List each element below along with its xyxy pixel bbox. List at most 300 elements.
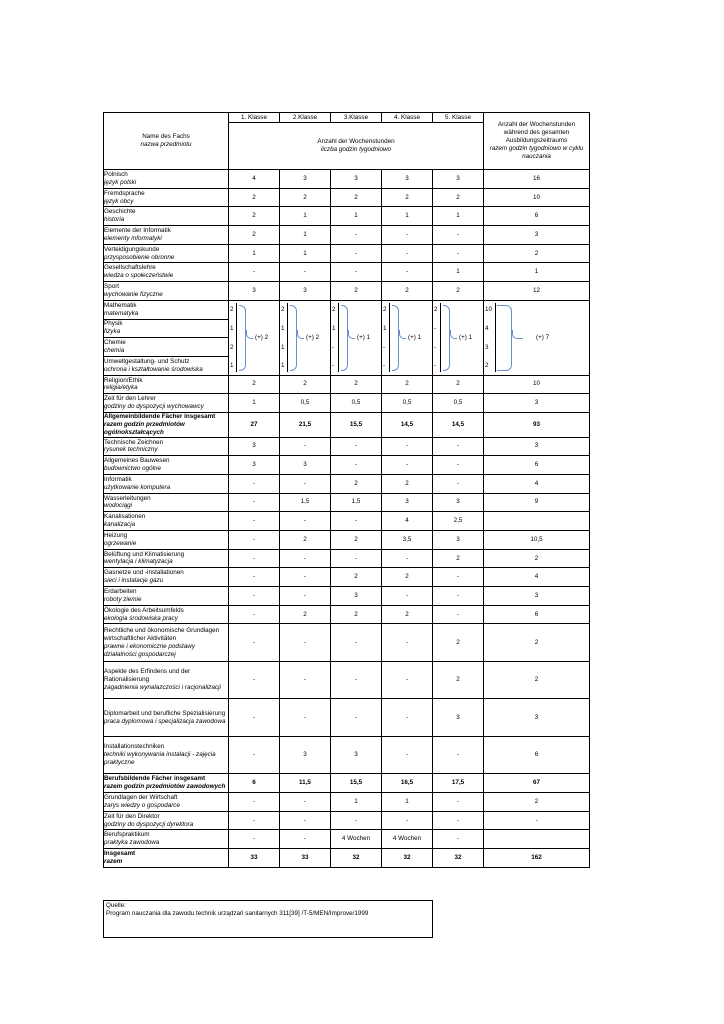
group-result: (+) 2 xyxy=(306,333,320,341)
value-cell: 2 xyxy=(433,282,484,301)
subject-pl: religia/etyka xyxy=(104,384,138,392)
value-cell: - xyxy=(331,263,382,282)
subject-name xyxy=(104,530,229,549)
group-class-cell xyxy=(433,300,484,375)
group-value: - xyxy=(383,343,386,351)
group-class-cell xyxy=(280,300,331,375)
subject-de: Chemie xyxy=(104,339,126,347)
value-cell: 2 xyxy=(331,282,382,301)
table-row xyxy=(104,568,590,587)
class-2-header: 2.Klasse xyxy=(280,113,331,123)
total-cell: 6 xyxy=(484,456,590,475)
class-1-header: 1. Klasse xyxy=(229,113,280,123)
class-4-header: 4. Klasse xyxy=(382,113,433,123)
group-value: - xyxy=(332,362,335,370)
brace-arrow-icon xyxy=(399,330,406,339)
total-cell: 67 xyxy=(484,774,590,793)
table-row xyxy=(104,736,590,774)
value-cell: - xyxy=(229,661,280,699)
table-row xyxy=(104,605,590,624)
subject-pl: chemia xyxy=(104,347,125,355)
value-cell: 3 xyxy=(433,530,484,549)
subject-pl: ogrzewanie xyxy=(104,539,137,547)
group-value: 2 xyxy=(485,362,489,370)
subject-pl: razem godzin przedmiotów ogólnokształcących xyxy=(104,420,185,436)
value-cell: 1 xyxy=(229,244,280,263)
total-cell xyxy=(484,830,590,849)
subject-pl: wychowanie fizyczne xyxy=(104,290,163,298)
value-cell: - xyxy=(229,811,280,830)
value-cell: - xyxy=(280,263,331,282)
subject-name xyxy=(104,661,229,699)
table-row xyxy=(104,793,590,812)
group-value: - xyxy=(434,324,437,332)
value-cell: 21,5 xyxy=(280,412,331,437)
header-total-pl: razem godzin tygodniowo w cyklu nauczania xyxy=(489,144,584,160)
value-cell: - xyxy=(382,624,433,662)
value-cell: 4 xyxy=(229,170,280,189)
total-cell: 6 xyxy=(484,207,590,226)
header-total xyxy=(484,113,590,170)
value-cell: 2 xyxy=(382,568,433,587)
value-cell: 2 xyxy=(280,605,331,624)
value-cell: 2 xyxy=(280,375,331,394)
subject-de: Wasserleitungen xyxy=(104,494,151,502)
subject-de: Technische Zeichnen xyxy=(104,438,164,446)
source-box xyxy=(103,900,433,938)
total-cell: 162 xyxy=(484,849,590,868)
value-cell: 1 xyxy=(331,793,382,812)
header-subject-de: Name des Fachs xyxy=(142,133,190,141)
value-cell: 2 xyxy=(433,188,484,207)
value-cell: - xyxy=(433,587,484,606)
total-cell: 16 xyxy=(484,170,590,189)
value-cell: - xyxy=(382,456,433,475)
total-cell: 10 xyxy=(484,188,590,207)
value-cell: 1 xyxy=(433,263,484,282)
subject-de: Rechtliche und ökonomische Grundlagen wirtschaftlicher Aktivitäten xyxy=(104,626,220,642)
group-result: (+) 2 xyxy=(255,333,269,341)
table-row xyxy=(104,474,590,493)
table-row xyxy=(104,300,590,319)
value-cell: 2 xyxy=(433,375,484,394)
value-cell: - xyxy=(331,512,382,531)
value-cell: 1 xyxy=(229,394,280,413)
subject-de: Allgemeines Bauwesen xyxy=(104,457,170,465)
total-cell: 1 xyxy=(484,263,590,282)
subject-pl: rysunek techniczny xyxy=(104,446,158,454)
value-cell: - xyxy=(280,587,331,606)
subject-de: Aspekte des Erfindens und der Rationalisierung xyxy=(104,668,191,684)
subject-de: Kanalisationen xyxy=(104,513,146,521)
group-value: 1 xyxy=(383,324,387,332)
value-cell: - xyxy=(229,830,280,849)
value-cell: 15,5 xyxy=(331,412,382,437)
value-cell: 15,5 xyxy=(331,774,382,793)
table-row xyxy=(104,207,590,226)
value-cell: 1 xyxy=(280,244,331,263)
value-cell: 1 xyxy=(280,207,331,226)
subject-pl: praktyka zawodowa xyxy=(104,839,160,847)
subject-name xyxy=(104,736,229,774)
table-row xyxy=(104,263,590,282)
brace-icon xyxy=(497,305,512,371)
brace-arrow-icon xyxy=(348,330,355,339)
group-value: 1 xyxy=(281,362,285,370)
group-value: - xyxy=(383,362,386,370)
value-cell: - xyxy=(382,736,433,774)
value-cell: - xyxy=(280,811,331,830)
subject-de: Gasnetze und -installationen xyxy=(104,569,184,577)
subject-pl: prawne i ekonomiczne podstawy działalności gospodarczej xyxy=(104,642,196,658)
value-cell: - xyxy=(280,830,331,849)
subject-pl: wiedza o społeczeństwie xyxy=(104,272,174,280)
header-subject xyxy=(104,113,229,170)
group-value: 3 xyxy=(485,343,489,351)
subject-pl: sieci i instalacje gazu xyxy=(104,577,164,585)
value-cell: 27 xyxy=(229,412,280,437)
table-row xyxy=(104,699,590,737)
total-cell: 10 xyxy=(484,375,590,394)
value-cell: 3 xyxy=(229,437,280,456)
value-cell: - xyxy=(433,830,484,849)
value-cell: - xyxy=(229,263,280,282)
value-cell: 32 xyxy=(433,849,484,868)
value-cell: - xyxy=(229,793,280,812)
group-value: 1 xyxy=(332,324,336,332)
value-cell: 6 xyxy=(229,774,280,793)
table-row xyxy=(104,456,590,475)
subject-name xyxy=(104,300,229,319)
value-cell: 0,5 xyxy=(331,394,382,413)
subject-de: Geschichte xyxy=(104,208,136,216)
value-cell: 3 xyxy=(229,282,280,301)
subject-pl: ochrona i kształtowanie środowiska xyxy=(104,365,203,373)
value-cell: - xyxy=(433,226,484,245)
value-cell: - xyxy=(229,587,280,606)
table-row xyxy=(104,412,590,437)
total-cell: 12 xyxy=(484,282,590,301)
group-value: 1 xyxy=(230,324,234,332)
subject-pl: fizyka xyxy=(104,328,121,336)
value-cell: 2 xyxy=(331,530,382,549)
value-cell: - xyxy=(280,699,331,737)
value-cell: - xyxy=(280,549,331,568)
value-cell: - xyxy=(280,568,331,587)
table-row xyxy=(104,530,590,549)
subject-name xyxy=(104,456,229,475)
table-row xyxy=(104,624,590,662)
value-cell: - xyxy=(280,474,331,493)
value-cell: - xyxy=(331,226,382,245)
value-cell: 2 xyxy=(229,375,280,394)
subject-pl: zagadnienia wynalazczości i racjonalizacji xyxy=(104,684,221,692)
subject-name xyxy=(104,244,229,263)
group-value: 2 xyxy=(332,306,336,314)
table-row xyxy=(104,226,590,245)
total-cell: 4 xyxy=(484,474,590,493)
value-cell: - xyxy=(331,549,382,568)
subject-pl: zarys wiedzy o gospodarce xyxy=(104,801,180,809)
value-cell: 2 xyxy=(382,375,433,394)
subject-name xyxy=(104,437,229,456)
total-cell: 10,5 xyxy=(484,530,590,549)
value-cell: 2 xyxy=(229,188,280,207)
value-cell: - xyxy=(229,549,280,568)
value-cell: 4 xyxy=(382,512,433,531)
subject-de: Ökologie des Arbeitsumfelds xyxy=(104,606,184,614)
total-cell: 2 xyxy=(484,244,590,263)
subject-name xyxy=(104,493,229,512)
class-3-header: 3.Klasse xyxy=(331,113,382,123)
subject-pl: ekologia środowiska pracy xyxy=(104,614,178,622)
header-row-classes xyxy=(104,113,590,123)
value-cell: - xyxy=(433,605,484,624)
value-cell: - xyxy=(331,699,382,737)
value-cell: 2,5 xyxy=(433,512,484,531)
value-cell: - xyxy=(229,474,280,493)
subject-name xyxy=(104,699,229,737)
value-cell: 33 xyxy=(280,849,331,868)
brace-arrow-icon xyxy=(297,330,304,339)
brace-icon xyxy=(290,305,297,371)
total-cell: 3 xyxy=(484,437,590,456)
subject-name xyxy=(104,568,229,587)
subject-name xyxy=(104,624,229,662)
subject-de: Allgemeinbildende Fächer insgesamt xyxy=(104,412,216,420)
value-cell: 2 xyxy=(280,188,331,207)
subject-name xyxy=(104,605,229,624)
value-cell: 2 xyxy=(331,188,382,207)
value-cell: 2 xyxy=(331,605,382,624)
value-cell: 3 xyxy=(280,736,331,774)
subject-de: Grundlagen der Wirtschaft xyxy=(104,794,178,802)
value-cell: 1 xyxy=(382,207,433,226)
subject-de: Heizung xyxy=(104,531,128,539)
subject-name xyxy=(104,338,229,357)
subject-de: Insgesamt xyxy=(104,850,136,858)
subject-pl: elementy informatyki xyxy=(104,234,162,242)
value-cell: - xyxy=(331,437,382,456)
table-row xyxy=(104,244,590,263)
subject-name xyxy=(104,549,229,568)
value-cell: 2 xyxy=(331,474,382,493)
subject-pl: budownictwo ogólne xyxy=(104,465,162,473)
value-cell: 3 xyxy=(331,170,382,189)
subject-de: Berufsbildende Fächer insgesamt xyxy=(104,775,206,783)
value-cell: - xyxy=(229,512,280,531)
subject-pl: przysposobienie obronne xyxy=(104,253,175,261)
value-cell: 1 xyxy=(280,226,331,245)
value-cell: - xyxy=(229,624,280,662)
value-cell: - xyxy=(433,244,484,263)
subject-pl: język obcy xyxy=(104,197,134,205)
value-cell: 14,5 xyxy=(433,412,484,437)
value-cell: - xyxy=(229,736,280,774)
subject-pl: godziny do dyspozycji wychowawcy xyxy=(104,403,204,411)
subject-name xyxy=(104,394,229,413)
value-cell: 2 xyxy=(229,226,280,245)
value-cell: 3 xyxy=(280,456,331,475)
value-cell: - xyxy=(433,736,484,774)
value-cell: 2 xyxy=(382,188,433,207)
value-cell: - xyxy=(382,549,433,568)
total-cell: 93 xyxy=(484,412,590,437)
value-cell: 3 xyxy=(382,170,433,189)
subject-de: Diplomarbeit und berufliche Spezialisierung xyxy=(104,709,226,717)
value-cell: 0,5 xyxy=(280,394,331,413)
group-divider xyxy=(440,303,441,372)
value-cell: - xyxy=(382,661,433,699)
table-row xyxy=(104,549,590,568)
value-cell: 2 xyxy=(382,605,433,624)
subject-de: Zeit für den Direktor xyxy=(104,812,160,820)
value-cell: 0,5 xyxy=(433,394,484,413)
value-cell: - xyxy=(229,493,280,512)
brace-icon xyxy=(239,305,246,371)
value-cell: 14,5 xyxy=(382,412,433,437)
group-divider xyxy=(287,303,288,372)
subject-de: Gesellschaftslehre xyxy=(104,264,156,272)
value-cell: - xyxy=(280,661,331,699)
value-cell: 32 xyxy=(331,849,382,868)
value-cell: - xyxy=(280,512,331,531)
value-cell: 2 xyxy=(229,207,280,226)
group-value: - xyxy=(434,362,437,370)
subject-de: Verteidigungskunde xyxy=(104,245,160,253)
subject-pl: wodociągi xyxy=(104,502,133,510)
class-5-header: 5. Klasse xyxy=(433,113,484,123)
value-cell: 2 xyxy=(331,375,382,394)
value-cell: - xyxy=(331,811,382,830)
subject-name xyxy=(104,774,229,793)
group-result: (+) 1 xyxy=(357,333,371,341)
value-cell: - xyxy=(229,699,280,737)
total-cell: 3 xyxy=(484,394,590,413)
group-value: 2 xyxy=(230,306,234,314)
subject-pl: razem xyxy=(104,857,123,865)
subject-de: Polnisch xyxy=(104,170,128,178)
subject-de: Religion/Ethik xyxy=(104,376,143,384)
table-row xyxy=(104,849,590,868)
header-weekly-de: Anzahl der Wochenstunden xyxy=(317,138,395,146)
subject-de: Physik xyxy=(104,320,123,328)
value-cell: - xyxy=(331,624,382,662)
subject-de: Informatik xyxy=(104,475,132,483)
subject-name xyxy=(104,830,229,849)
group-result: (+) 1 xyxy=(408,333,422,341)
subject-pl: historia xyxy=(104,216,125,224)
table-row xyxy=(104,188,590,207)
value-cell: - xyxy=(433,456,484,475)
value-cell: - xyxy=(331,661,382,699)
total-cell: 6 xyxy=(484,736,590,774)
subject-name xyxy=(104,474,229,493)
value-cell: - xyxy=(433,811,484,830)
value-cell: - xyxy=(433,437,484,456)
subject-name xyxy=(104,512,229,531)
curriculum-table xyxy=(103,112,590,868)
source-label: Quelle: xyxy=(106,902,126,909)
subject-de: Zeit für den Lehrer xyxy=(104,395,156,403)
group-value: 4 xyxy=(485,324,489,332)
table-row xyxy=(104,394,590,413)
value-cell: 32 xyxy=(382,849,433,868)
group-value: 2 xyxy=(434,306,438,314)
subject-name xyxy=(104,811,229,830)
value-cell: 3 xyxy=(331,587,382,606)
subject-pl: praca dyplomowa i specjalizacja zawodowa xyxy=(104,717,226,725)
subject-name xyxy=(104,170,229,189)
value-cell: - xyxy=(280,624,331,662)
value-cell: - xyxy=(229,530,280,549)
subject-name xyxy=(104,793,229,812)
value-cell: - xyxy=(382,437,433,456)
value-cell: 33 xyxy=(229,849,280,868)
table-row xyxy=(104,830,590,849)
group-result: (+) 7 xyxy=(536,333,550,341)
brace-arrow-icon xyxy=(246,330,253,339)
value-cell: 2 xyxy=(331,568,382,587)
group-value: - xyxy=(332,343,335,351)
table-row xyxy=(104,170,590,189)
value-cell: - xyxy=(331,244,382,263)
group-value: 2 xyxy=(281,306,285,314)
value-cell: 3 xyxy=(433,699,484,737)
value-cell: - xyxy=(382,811,433,830)
total-cell: 2 xyxy=(484,549,590,568)
group-total-cell xyxy=(484,300,590,375)
subject-pl: matematyka xyxy=(104,309,139,317)
value-cell: 3 xyxy=(280,170,331,189)
value-cell: 0,5 xyxy=(382,394,433,413)
subject-de: Elemente der Informatik xyxy=(104,227,171,235)
group-value: 1 xyxy=(230,362,234,370)
subject-pl: godziny do dyspozycji dyrektora xyxy=(104,820,194,828)
subject-name xyxy=(104,319,229,338)
table-row xyxy=(104,774,590,793)
group-value: 1 xyxy=(281,343,285,351)
value-cell: - xyxy=(382,587,433,606)
value-cell: - xyxy=(433,474,484,493)
value-cell: - xyxy=(382,226,433,245)
value-cell: 3 xyxy=(433,170,484,189)
value-cell: - xyxy=(433,793,484,812)
subject-pl: wentylacja i klimatyzacja xyxy=(104,558,173,566)
value-cell: - xyxy=(280,437,331,456)
subject-name xyxy=(104,226,229,245)
total-cell: 3 xyxy=(484,699,590,737)
value-cell: 3 xyxy=(280,282,331,301)
source-text: Program nauczania dla zawodu technik urządzań sanitarnych 311[39] /T-5/MEN/Improve/1999 xyxy=(106,910,369,918)
table-row xyxy=(104,493,590,512)
header-total-de: Anzahl der Wochenstunden während des gesamten Ausbildungszeitraums xyxy=(497,121,576,145)
subject-pl: roboty ziemie xyxy=(104,595,142,603)
subject-pl: język polski xyxy=(104,178,137,186)
brace-icon xyxy=(341,305,348,371)
subject-name xyxy=(104,587,229,606)
brace-icon xyxy=(443,305,450,371)
subject-name xyxy=(104,282,229,301)
total-cell: 2 xyxy=(484,793,590,812)
subject-de: Mathematik xyxy=(104,301,137,309)
subject-name xyxy=(104,188,229,207)
table-row xyxy=(104,512,590,531)
value-cell: 4 Wochen xyxy=(382,830,433,849)
subject-de: Belüftung und Klimatisierung xyxy=(104,550,185,558)
total-cell: 3 xyxy=(484,226,590,245)
value-cell: 3 xyxy=(331,736,382,774)
